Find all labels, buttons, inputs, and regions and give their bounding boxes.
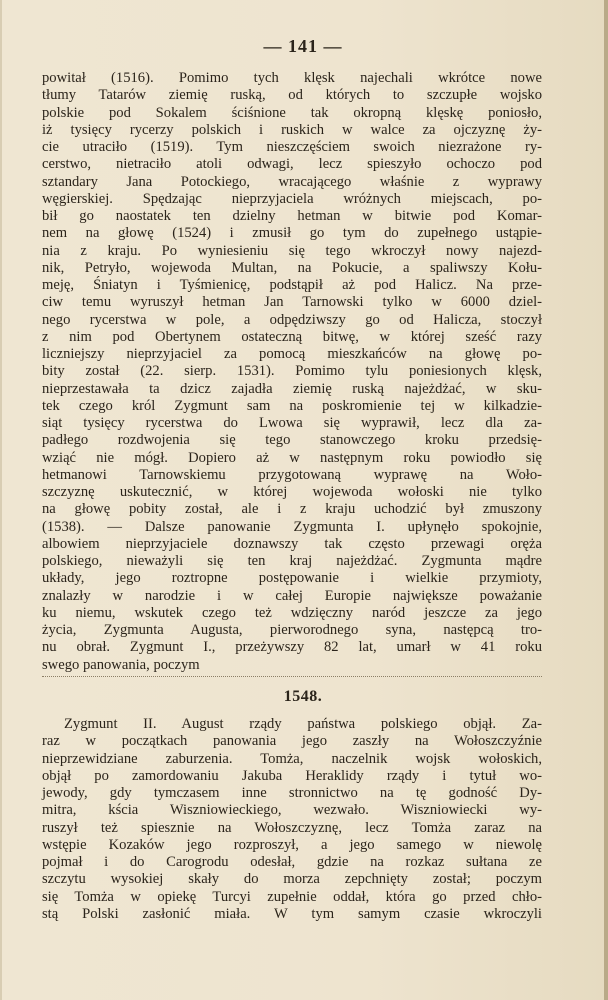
- paragraph-2: [42, 716, 542, 923]
- text-line: znalazły w narodzie i w całej Europie największe poważanie: [42, 587, 542, 604]
- text-line: pojmał i do Carogrodu odesłał, gdzie na rozkaz sułtana ze: [42, 854, 542, 870]
- text-line: cie utraciło (1519). Tym nieszczęściem swoich niezrażone ry-: [42, 139, 542, 155]
- section-heading-year: 1548.: [283, 688, 323, 705]
- text-line: powitał (1516). Pomimo tych klęsk najechali wkrótce nowe: [42, 70, 542, 86]
- text-line: węgierskiej. Spędzając nieprzyjaciela wróżnych miejscach, po-: [42, 190, 542, 207]
- text-line: z nim pod Obertynem ostateczną bitwę, w której sześć razy: [42, 328, 542, 345]
- section-divider: [42, 676, 542, 677]
- text-line: na głowę pobity został, ale i z kraju uchodzić był zmuszony: [42, 501, 542, 518]
- text-line: ruszył też spiesznie na Wołoszczyznę, lecz Tomża zaraz na: [42, 819, 542, 836]
- text-line: tłumy Tatarów ziemię ruską, od których to szczupłe wojsko: [42, 87, 542, 104]
- text-line: cerstwo, nietraciło atoli odwagi, lecz spieszyło ochoczo pod: [42, 156, 542, 173]
- text-line: nieprzewidziane zaburzenia. Tomża, naczelnik wojsk wołoskich,: [42, 750, 542, 767]
- text-line: układy, jego roztropne postępowanie i wielkie przymioty,: [42, 570, 542, 587]
- text-line: sztandary Jana Potockiego, wracającego właśnie z wyprawy: [42, 173, 542, 190]
- text-line: nem na głowę (1524) i zmusił go tym do zupełnego ustąpie-: [42, 225, 542, 242]
- text-line: nego rycerstwa w pole, a odpędziwszy go od Halicza, stoczył: [42, 311, 542, 328]
- text-line: nik, Petryło, wojewoda Multan, na Pokucie, a spaliwszy Kołu-: [42, 259, 542, 276]
- text-line: ku niemu, wskutek czego też wdzięczny naród jeszcze za jego: [42, 604, 542, 621]
- text-line: swego panowania, poczym: [42, 656, 200, 673]
- text-line: stą Polski zasłonić miała. W tym samym czasie wkroczyli: [42, 905, 542, 922]
- text-line: nieprzestawała ta dzicz zajadła ziemię ruską najeżdżać, w sku-: [42, 380, 542, 397]
- text-line: jewody, gdy tymczasem inne stronnictwo na tę godność Dy-: [42, 785, 542, 801]
- text-line: tek czego król Zygmunt sam na poskromienie tej w kilkadzie-: [42, 397, 542, 414]
- text-line: (1538). — Dalsze panowanie Zygmunta I. upłynęło spokojnie,: [42, 518, 542, 535]
- text-line: objął po zamordowaniu Jakuba Heraklidy rządy i tytuł wo-: [42, 767, 542, 784]
- text-line: hetmanowi Tarnowskiemu przygotowaną wyprawę na Woło-: [42, 466, 542, 483]
- text-line: ciw temu wyruszył hetman Jan Tarnowski tylko w 6000 dziel-: [42, 294, 542, 311]
- text-line: liczniejszy nieprzyjaciel za pomocą mieszkańców na głowę po-: [42, 346, 542, 362]
- text-line: życia, Zygmunta Augusta, pierworodnego syna, następcą tro-: [42, 622, 542, 638]
- text-line: szczyznę uskutecznić, w której wojewoda wołoski nie tylko: [42, 484, 542, 500]
- text-line: mitra, kścia Wiszniowieckiego, wezwało. Wiszniowiecki wy-: [42, 802, 542, 819]
- text-line: meję, Śniatyn i Tyśmienicę, podstąpił aż pod Halicz. Na prze-: [42, 277, 542, 293]
- text-line: polskiego, nieważyli się ten kraj najeżdżać. Zygmunta mądre: [42, 553, 542, 569]
- paragraph-1: [42, 70, 542, 674]
- text-line: Zygmunt II. August rządy państwa polskiego objął. Za-: [64, 716, 542, 732]
- text-line: bity został (22. sierp. 1531). Pomimo tylu poniesionych klęsk,: [42, 363, 542, 380]
- text-line: polskie pod Sokalem ściśnione tak okropną klęskę poniosło,: [42, 104, 542, 121]
- text-line: bił go naostatek ten dzielny hetman w bitwie pod Komar-: [42, 208, 542, 224]
- text-line: nia z kraju. Po wyniesieniu się tego wkroczył nowy najezd-: [42, 242, 542, 259]
- text-line: padłego rozdwojenia się tego stanowczego kroku przedsię-: [42, 432, 542, 449]
- text-line: iż tysięcy rycerzy polskich i ruskich w walce za ojczyznę ży-: [42, 121, 542, 138]
- text-line: szczytu wysokiej skały do morza zepchnięty został; poczym: [42, 871, 542, 888]
- text-line: siąt tysięcy rycerstwa do Lwowa się wyprawił, lecz dla za-: [42, 415, 542, 431]
- page-number-header: — 141 —: [263, 36, 343, 56]
- text-line: albowiem nieprzyjaciele doznawszy tak często przewagi oręża: [42, 535, 542, 552]
- text-line: wziąć nie mógł. Dopiero aż w następnym roku powiodło się: [42, 449, 542, 466]
- text-line: wstępie Kozaków jego rozproszył, a jego samego w niewolę: [42, 836, 542, 853]
- text-line: się Tomża w opiekę Turcyi zupełnie oddał, która go przed chło-: [42, 888, 542, 905]
- text-line: raz w początkach panowania jego zaszły na Wołoszczyźnie: [42, 733, 542, 750]
- text-line: nu obrał. Zygmunt I., przeżywszy 82 lat, umarł w 41 roku: [42, 639, 542, 656]
